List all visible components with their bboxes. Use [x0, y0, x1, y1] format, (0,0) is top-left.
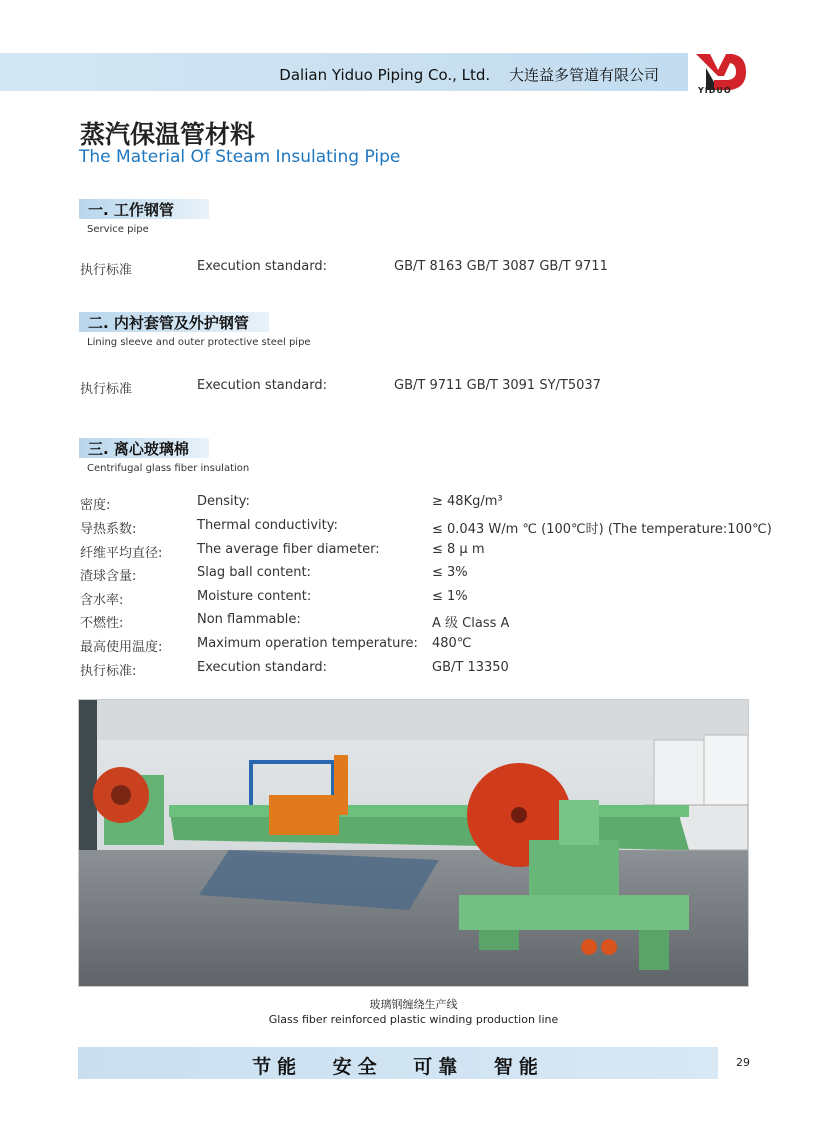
spec-row	[0, 378, 827, 398]
spec-label-en: The average fiber diameter:	[197, 542, 380, 557]
section-title: 三. 离心玻璃棉	[88, 440, 189, 458]
spec-label-en: Density:	[197, 494, 250, 509]
section-title: 一. 工作钢管	[88, 201, 174, 219]
spec-row	[0, 612, 827, 632]
page-number: 29	[736, 1056, 750, 1069]
spec-label-cn: 含水率:	[80, 593, 124, 608]
spec-label-cn: 执行标准	[80, 263, 133, 278]
spec-label-cn: 导热系数:	[80, 522, 137, 537]
spec-label-en: Non flammable:	[197, 612, 301, 627]
photo-caption-en: Glass fiber reinforced plastic winding production line	[268, 1013, 559, 1026]
spec-row	[0, 494, 827, 514]
spec-row	[0, 542, 827, 562]
spec-label-cn: 纤维平均直径:	[80, 546, 163, 561]
winding-machine-illustration	[79, 700, 748, 986]
spec-label-cn: 密度:	[80, 498, 111, 513]
spec-label-en: Execution standard:	[197, 378, 327, 393]
spec-value: GB/T 13350	[432, 660, 509, 675]
spec-label-cn: 执行标准:	[80, 664, 137, 679]
section-subtitle: Service pipe	[87, 224, 149, 235]
spec-row	[0, 518, 827, 538]
footer-slogan: 节能 安全 可靠 智能	[252, 1056, 544, 1078]
spec-value: ≤ 3%	[432, 565, 468, 580]
spec-value: ≤ 1%	[432, 589, 468, 604]
spec-label-en: Execution standard:	[197, 259, 327, 274]
section-subtitle: Centrifugal glass fiber insulation	[87, 463, 250, 474]
header-company	[279, 64, 659, 85]
spec-value: ≥ 48Kg/m³	[432, 494, 503, 509]
spec-label-cn: 最高使用温度:	[80, 640, 163, 655]
spec-value: 480℃	[432, 636, 472, 651]
spec-value: GB/T 9711 GB/T 3091 SY/T5037	[394, 378, 601, 393]
section-title: 二. 内衬套管及外护钢管	[88, 314, 249, 332]
company-name-cn: 大连益多管道有限公司	[508, 66, 659, 84]
spec-label-cn: 不燃性:	[80, 616, 124, 631]
spec-row	[0, 589, 827, 609]
page-title-cn: 蒸汽保温管材料	[80, 120, 256, 149]
section-subtitle: Lining sleeve and outer protective steel pipe	[87, 337, 311, 348]
spec-row	[0, 636, 827, 656]
spec-label-en: Moisture content:	[197, 589, 312, 604]
spec-row	[0, 565, 827, 585]
spec-label-cn: 执行标准	[80, 382, 133, 397]
company-name-en: Dalian Yiduo Piping Co., Ltd.	[279, 66, 491, 84]
spec-label-en: Slag ball content:	[197, 565, 311, 580]
spec-row	[0, 259, 827, 279]
spec-label-en: Thermal conductivity:	[197, 518, 338, 533]
spec-row	[0, 660, 827, 680]
page-title-en: The Material Of Steam Insulating Pipe	[79, 147, 401, 167]
spec-value: A 级 Class A	[432, 616, 510, 631]
production-line-photo	[78, 699, 749, 987]
spec-value: ≤ 8 μ m	[432, 542, 485, 557]
spec-value: GB/T 8163 GB/T 3087 GB/T 9711	[394, 259, 608, 274]
spec-value: ≤ 0.043 W/m ℃ (100℃时) (The temperature:100℃)	[432, 522, 772, 537]
logo-wordmark: YIDUO	[698, 86, 732, 95]
spec-label-en: Maximum operation temperature:	[197, 636, 418, 651]
photo-caption-cn: 玻璃钢缠绕生产线	[369, 998, 458, 1011]
spec-label-cn: 渣球含量:	[80, 569, 137, 584]
spec-label-en: Execution standard:	[197, 660, 327, 675]
